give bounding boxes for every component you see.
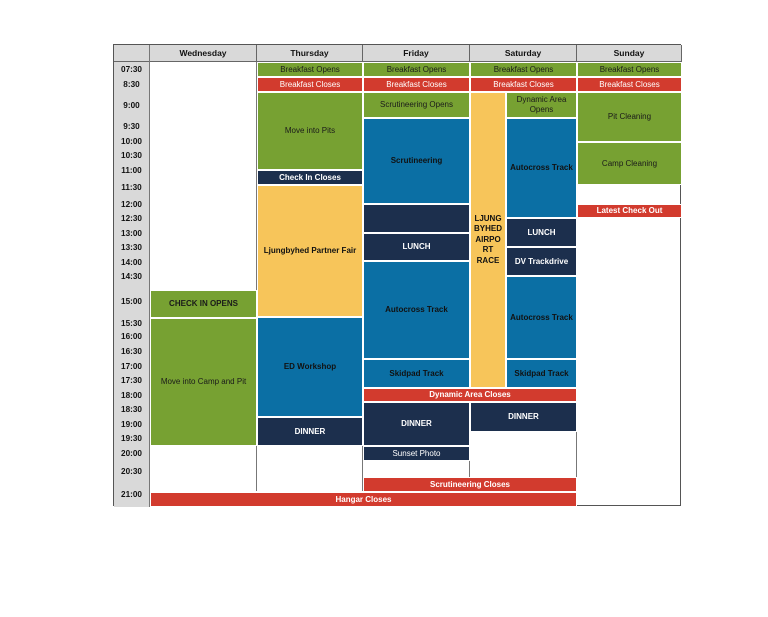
event-saturday-breakfast-closes: Breakfast Closes bbox=[470, 77, 577, 92]
schedule-table bbox=[113, 44, 681, 506]
time-label: 21:00 bbox=[114, 481, 149, 507]
event-sunday-breakfast-opens: Breakfast Opens bbox=[577, 62, 682, 77]
event-thursday-partner-fair: Ljungbyhed Partner Fair bbox=[257, 185, 363, 317]
event-friday-breakfast-opens: Breakfast Opens bbox=[363, 62, 470, 77]
event-thursday-breakfast-closes: Breakfast Closes bbox=[257, 77, 363, 92]
time-label: 9:00 bbox=[114, 92, 149, 118]
event-sunday-camp-cleaning: Camp Cleaning bbox=[577, 142, 682, 185]
event-saturday-skidpad: Skidpad Track bbox=[506, 359, 577, 388]
day-header-wednesday: Wednesday bbox=[150, 45, 257, 62]
event-friday-autocross: Autocross Track bbox=[363, 261, 470, 359]
time-label: 19:00 bbox=[114, 417, 149, 431]
time-label: 18:00 bbox=[114, 388, 149, 402]
time-label: 16:30 bbox=[114, 344, 149, 359]
event-thursday-ed-workshop: ED Workshop bbox=[257, 317, 363, 417]
time-label: 14:00 bbox=[114, 255, 149, 269]
event-friday-skidpad: Skidpad Track bbox=[363, 359, 470, 388]
event-friday-scrutineering-opens: Scrutineering Opens bbox=[363, 92, 470, 118]
event-saturday-dinner: DINNER bbox=[470, 402, 577, 432]
event-thursday-move-into-pits: Move into Pits bbox=[257, 92, 363, 170]
time-label: 19:30 bbox=[114, 431, 149, 446]
event-wednesday-move-into-camp: Move into Camp and Pit bbox=[150, 318, 257, 446]
day-header-friday: Friday bbox=[363, 45, 470, 62]
event-sunday-latest-check-out: Latest Check Out bbox=[577, 204, 682, 218]
event-dynamic-area-closes: Dynamic Area Closes bbox=[363, 388, 577, 402]
event-friday-navy-block bbox=[363, 204, 470, 233]
time-label: 17:30 bbox=[114, 373, 149, 388]
time-label: 13:30 bbox=[114, 240, 149, 255]
event-thursday-breakfast-opens: Breakfast Opens bbox=[257, 62, 363, 77]
event-saturday-airport-race: LJUNG BYHED AIRPO RT RACE bbox=[470, 92, 506, 388]
time-label: 10:00 bbox=[114, 134, 149, 148]
time-label: 20:30 bbox=[114, 461, 149, 481]
time-label: 13:00 bbox=[114, 226, 149, 240]
event-scrutineering-closes: Scrutineering Closes bbox=[363, 477, 577, 492]
event-sunday-breakfast-closes: Breakfast Closes bbox=[577, 77, 682, 92]
time-label: 11:30 bbox=[114, 177, 149, 197]
time-label: 20:00 bbox=[114, 446, 149, 461]
event-saturday-autocross-2: Autocross Track bbox=[506, 276, 577, 359]
time-label: 10:30 bbox=[114, 148, 149, 163]
event-thursday-check-in-closes: Check In Closes bbox=[257, 170, 363, 185]
event-friday-lunch: LUNCH bbox=[363, 233, 470, 261]
time-label: 12:00 bbox=[114, 197, 149, 211]
day-header-saturday: Saturday bbox=[470, 45, 577, 62]
day-header-sunday: Sunday bbox=[577, 45, 682, 62]
event-saturday-dynamic-area-opens: Dynamic Area Opens bbox=[506, 92, 577, 118]
event-saturday-breakfast-opens: Breakfast Opens bbox=[470, 62, 577, 77]
event-friday-sunset-photo: Sunset Photo bbox=[363, 446, 470, 461]
time-label: 9:30 bbox=[114, 118, 149, 134]
time-label: 12:30 bbox=[114, 211, 149, 226]
event-friday-breakfast-closes: Breakfast Closes bbox=[363, 77, 470, 92]
event-saturday-lunch: LUNCH bbox=[506, 218, 577, 247]
event-wednesday-check-in-opens: CHECK IN OPENS bbox=[150, 290, 257, 318]
time-label: 11:00 bbox=[114, 163, 149, 177]
event-saturday-dv-trackdrive: DV Trackdrive bbox=[506, 247, 577, 276]
time-label: 16:00 bbox=[114, 329, 149, 344]
time-label: 18:30 bbox=[114, 402, 149, 417]
event-saturday-autocross-1: Autocross Track bbox=[506, 118, 577, 218]
day-header-thursday: Thursday bbox=[257, 45, 363, 62]
event-friday-scrutineering: Scrutineering bbox=[363, 118, 470, 204]
time-label: 14:30 bbox=[114, 269, 149, 284]
time-label: 15:30 bbox=[114, 318, 149, 329]
event-sunday-pit-cleaning: Pit Cleaning bbox=[577, 92, 682, 142]
time-label: 8:30 bbox=[114, 76, 149, 92]
time-label: 15:00 bbox=[114, 284, 149, 318]
corner-cell bbox=[114, 45, 150, 62]
event-thursday-dinner: DINNER bbox=[257, 417, 363, 446]
time-label: 07:30 bbox=[114, 62, 149, 76]
event-hangar-closes: Hangar Closes bbox=[150, 492, 577, 507]
event-friday-dinner: DINNER bbox=[363, 402, 470, 446]
time-label: 17:00 bbox=[114, 359, 149, 373]
